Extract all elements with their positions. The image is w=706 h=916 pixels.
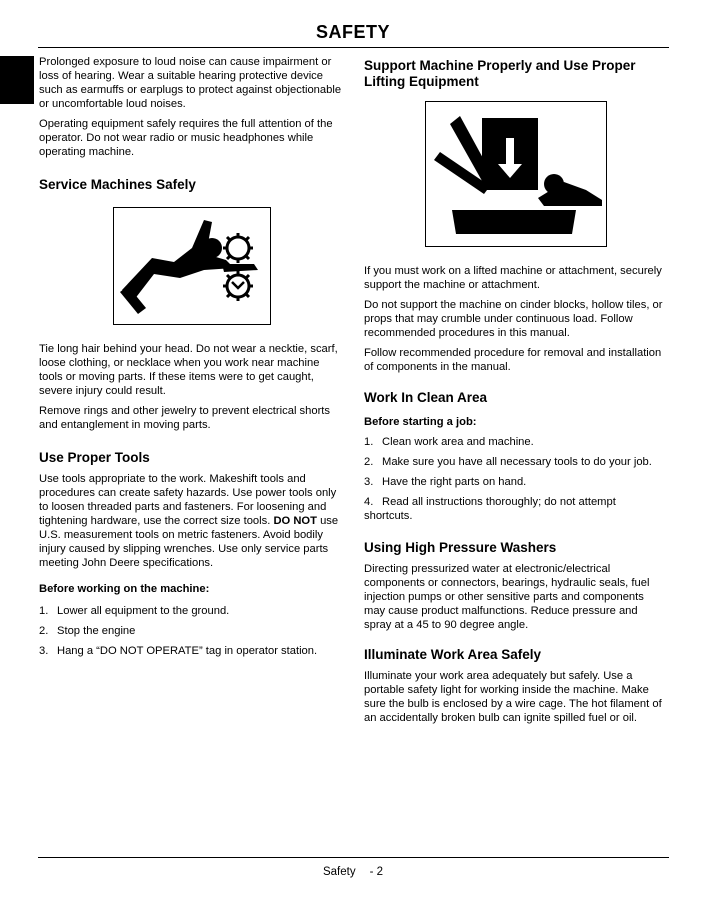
page-title: SAFETY <box>315 22 390 42</box>
right-column <box>364 58 664 731</box>
service-machines-heading: Service Machines Safely <box>39 177 196 192</box>
support-machine-heading: Support Machine Properly and Use Proper Lifting Equipment <box>364 58 636 89</box>
hearing-paragraph: Prolonged exposure to loud noise can cause impairment or loss of hearing. Wear a suitable hearing protective device such as earmuffs or earplugs to protect against objectionable or uncomfortable loud noises. <box>39 56 342 110</box>
list-item: 1. Clean work area and machine. <box>364 436 534 448</box>
pressure-washers-paragraph: Directing pressurized water at electronic/electrical components or connectors, bearings, hydraulic seals, fuel injection pumps or other sensitive parts and components may cause product malfunctions. Reduce pressure and spray at a 45 to 90 degree angle. <box>364 563 650 631</box>
tools-do-emphasis: DO <box>273 515 291 527</box>
machine-steps-list <box>39 604 345 658</box>
tools-text-b: use U.S. measurement tools on metric fasteners. Avoid bodily injury caused by slipping wrenches. Use only service parts meeting John Deere specifications. <box>39 515 339 569</box>
tools-not-emphasis: NOT <box>293 515 317 527</box>
left-column <box>39 55 345 658</box>
tools-paragraph <box>39 472 345 570</box>
illuminate-heading: Illuminate Work Area Safely <box>364 647 542 662</box>
list-item: 2. Make sure you have all necessary tools to do your job. <box>364 456 652 468</box>
jewelry-paragraph: Remove rings and other jewelry to prevent electrical shorts and entanglement in moving parts. <box>39 405 331 431</box>
headphones-paragraph: Operating equipment safely requires the full attention of the operator. Do not wear radio or music headphones while operating machine. <box>39 118 333 158</box>
footer-rule <box>38 857 669 858</box>
clean-area-heading: Work In Clean Area <box>364 390 488 405</box>
list-item: 2. Stop the engine <box>39 625 136 637</box>
proper-tools-heading: Use Proper Tools <box>39 450 150 465</box>
page-number: - 2 <box>369 866 384 878</box>
loose-clothing-paragraph: Tie long hair behind your head. Do not wear a necktie, scarf, loose clothing, or necklace when you work near machine tools or moving parts. If these items were to get caught, severe injury could result. <box>39 343 338 397</box>
list-item: 3. Hang a “DO NOT OPERATE” tag in operator station. <box>39 645 318 657</box>
before-machine-heading: Before working on the machine: <box>39 583 210 595</box>
cinder-blocks-paragraph: Do not support the machine on cinder blocks, hollow tiles, or props that may crumble under continuous load. Follow recommended procedures in this manual. <box>364 299 663 339</box>
list-item: 4. Read all instructions thoroughly; do not attempt shortcuts. <box>364 496 616 522</box>
footer <box>0 866 706 878</box>
footer-section: Safety <box>322 866 356 878</box>
crush-hazard-icon <box>425 101 607 247</box>
section-tab-marker <box>0 56 34 104</box>
removal-procedure-paragraph: Follow recommended procedure for removal and installation of components in the manual. <box>364 347 662 373</box>
lifted-machine-paragraph: If you must work on a lifted machine or attachment, securely support the machine or attachment. <box>364 265 662 291</box>
entanglement-hazard-icon <box>113 207 271 325</box>
before-job-heading: Before starting a job: <box>364 416 477 428</box>
pressure-washers-heading: Using High Pressure Washers <box>364 540 557 555</box>
job-steps-list <box>364 435 664 523</box>
list-item: 3. Have the right parts on hand. <box>364 476 527 488</box>
list-item: 1. Lower all equipment to the ground. <box>39 605 230 617</box>
tools-text-a: Use tools appropriate to the work. Makeshift tools and procedures can create safety hazards. Use power tools only to loosen threaded parts and fasteners. For loosening and tightening hardware, use the correct size tools. <box>39 473 337 527</box>
header-rule <box>38 47 669 48</box>
illuminate-paragraph: Illuminate your work area adequately but safely. Use a portable safety light for working inside the machine. Make sure the bulb is enclosed by a wire cage. The hot filament of an accidentally broken bulb can ignite spilled fuel or oil. <box>364 670 662 724</box>
